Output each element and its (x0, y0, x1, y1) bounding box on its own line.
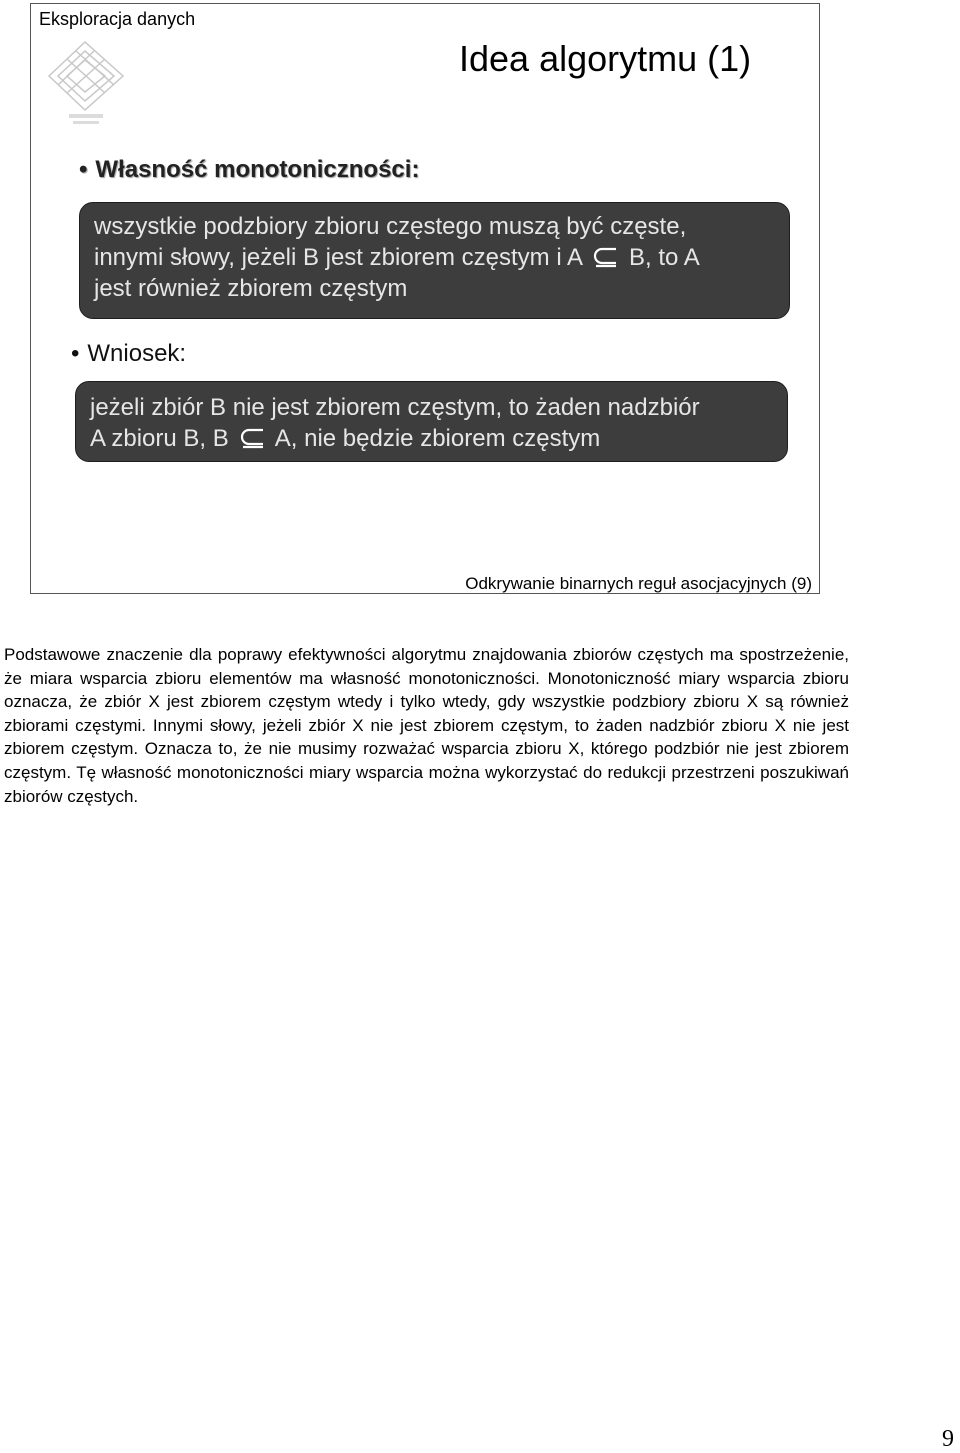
conclusion-line-2 (90, 423, 773, 454)
definition-line-2-start: innymi słowy, jeżeli B jest zbiorem częstym i A (94, 244, 582, 271)
course-logo-icon (45, 36, 127, 132)
body-paragraph: Podstawowe znaczenie dla poprawy efektywności algorytmu znajdowania zbiorów częstych ma spostrzeżenie, że miara wsparcia zbioru elementów ma własność monotoniczności. Monotoniczność miary wsparcia zbioru oznacza, że zbiór X jest zbiorem częstym wtedy i tylko wtedy, gdy wszystkie podzbiory zbioru X są również zbiorami częstymi. Innymi słowy, jeżeli zbiór X nie jest zbiorem częstym, to żaden nadzbiór zbioru X nie jest zbiorem częstym. Oznacza to, że nie musimy rozważać wsparcia zbioru X, którego podzbiór nie jest zbiorem częstym. Tę własność monotoniczności miary wsparcia można wykorzystać do redukcji przestrzeni poszukiwań zbiorów częstych. (4, 645, 849, 806)
slide-title: Idea algorytmu (1) (459, 38, 752, 79)
definition-box (79, 202, 790, 319)
slide-footer: Odkrywanie binarnych reguł asocjacyjnych (9) (465, 574, 812, 593)
conclusion-line-2-end: A, nie będzie zbiorem częstym (274, 425, 601, 452)
bullet-conclusion (71, 340, 186, 368)
definition-line-1: wszystkie podzbiory zbioru częstego muszą być częste, (94, 213, 687, 240)
bullet-dot: • (79, 156, 88, 183)
subset-icon (237, 427, 267, 449)
page-number: 9 (942, 1426, 954, 1452)
conclusion-box (75, 381, 788, 462)
bullet-dot: • (71, 340, 80, 367)
conclusion-line-2-start: A zbioru B, B (90, 425, 229, 452)
subset-icon (590, 246, 620, 268)
definition-line-2 (94, 242, 775, 273)
definition-line-3: jest również zbiorem częstym (94, 275, 408, 302)
bullet-monotonicity-label: Własność monotoniczności: (95, 156, 420, 183)
slide-header-label: Eksploracja danych (39, 9, 196, 29)
conclusion-line-1: jeżeli zbiór B nie jest zbiorem częstym, to żaden nadzbiór (90, 394, 700, 421)
slide-frame (30, 3, 820, 594)
bullet-monotonicity (79, 156, 419, 184)
definition-line-2-end: B, to A (629, 244, 700, 271)
bullet-conclusion-label: Wniosek: (87, 340, 187, 367)
